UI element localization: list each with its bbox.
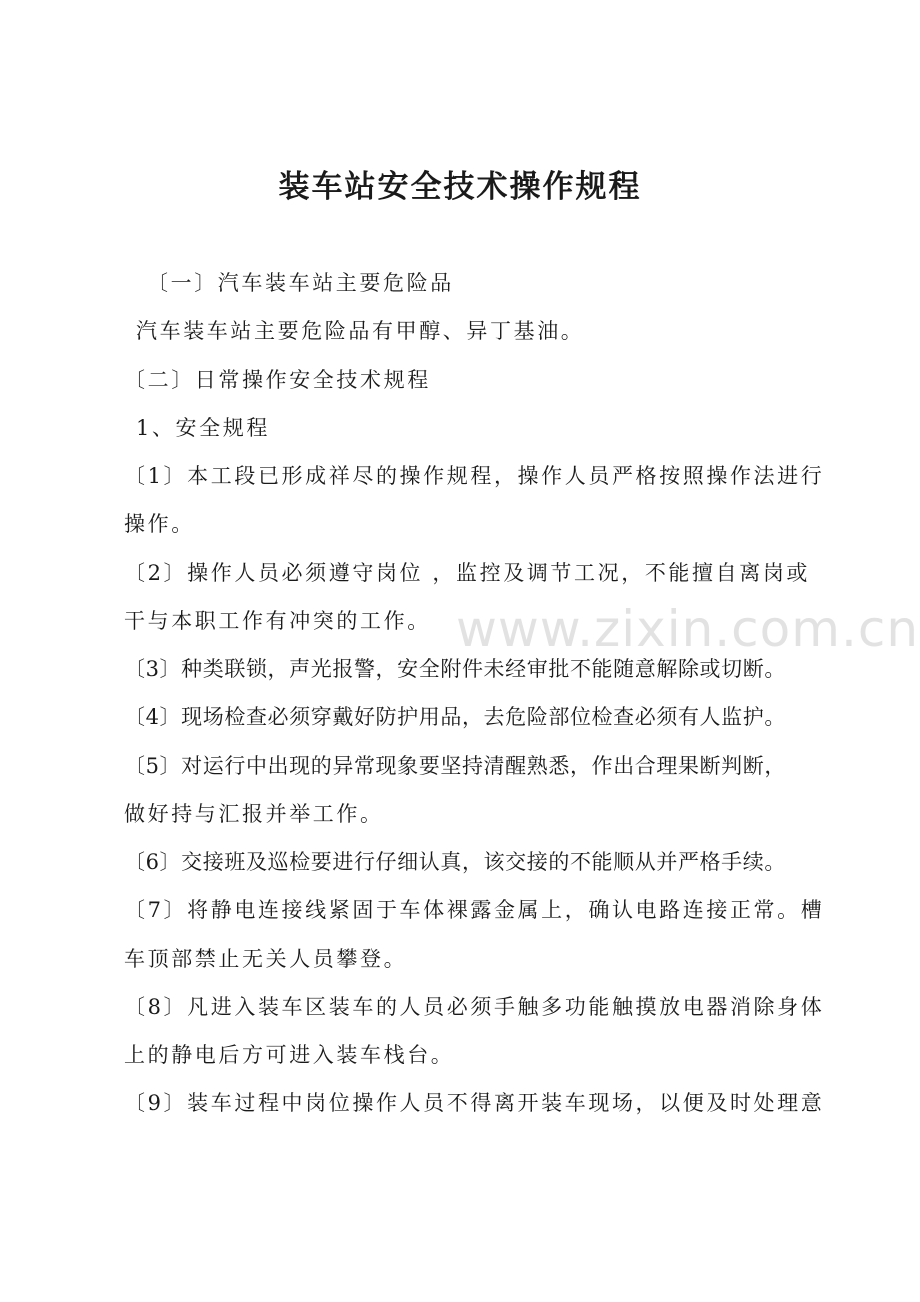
rule-item-7-cont: 车顶部禁止无关人员攀登。 — [124, 947, 408, 971]
document-title: 装车站安全技术操作规程 — [278, 169, 642, 205]
rule-item-6: 〔6〕交接班及巡检要进行仔细认真，该交接的不能顺从并严格手续。 — [124, 850, 786, 874]
rule-item-1-cont: 操作。 — [124, 512, 195, 536]
rule-item-1: 〔1〕本工段已形成祥尽的操作规程，操作人员严格按照操作法进行 — [124, 464, 825, 488]
rule-item-8-cont: 上的静电后方可进入装车栈台。 — [124, 1043, 455, 1067]
section-heading-1: 〔一〕汽车装车站主要危险品 — [147, 271, 454, 295]
rule-item-9: 〔9〕装车过程中岗位操作人员不得离开装车现场，以便及时处理意 — [124, 1091, 825, 1115]
section-heading-2: 〔二〕日常操作安全技术规程 — [124, 368, 431, 392]
rule-item-4: 〔4〕现场检查必须穿戴好防护用品，去危险部位检查必须有人监护。 — [124, 705, 786, 729]
rule-item-7: 〔7〕将静电连接线紧固于车体裸露金属上，确认电路连接正常。槽 — [124, 898, 825, 922]
subsection-heading: 1、安全规程 — [136, 416, 270, 440]
rule-item-2-cont: 干与本职工作有冲突的工作。 — [124, 609, 431, 633]
rule-item-5-cont: 做好持与汇报并举工作。 — [124, 802, 384, 826]
watermark: www.zixin.com.cn — [456, 600, 920, 658]
paragraph-line: 汽车装车站主要危险品有甲醇、异丁基油。 — [136, 319, 585, 343]
rule-item-8: 〔8〕凡进入装车区装车的人员必须手触多功能触摸放电器消除身体 — [124, 995, 825, 1019]
rule-item-2: 〔2〕操作人员必须遵守岗位 ，监控及调节工况，不能擅自离岗或 — [124, 561, 811, 585]
rule-item-3: 〔3〕种类联锁，声光报警，安全附件未经审批不能随意解除或切断。 — [124, 657, 786, 681]
rule-item-5: 〔5〕对运行中出现的异常现象要坚持清醒熟悉，作出合理果断判断， — [124, 754, 786, 778]
